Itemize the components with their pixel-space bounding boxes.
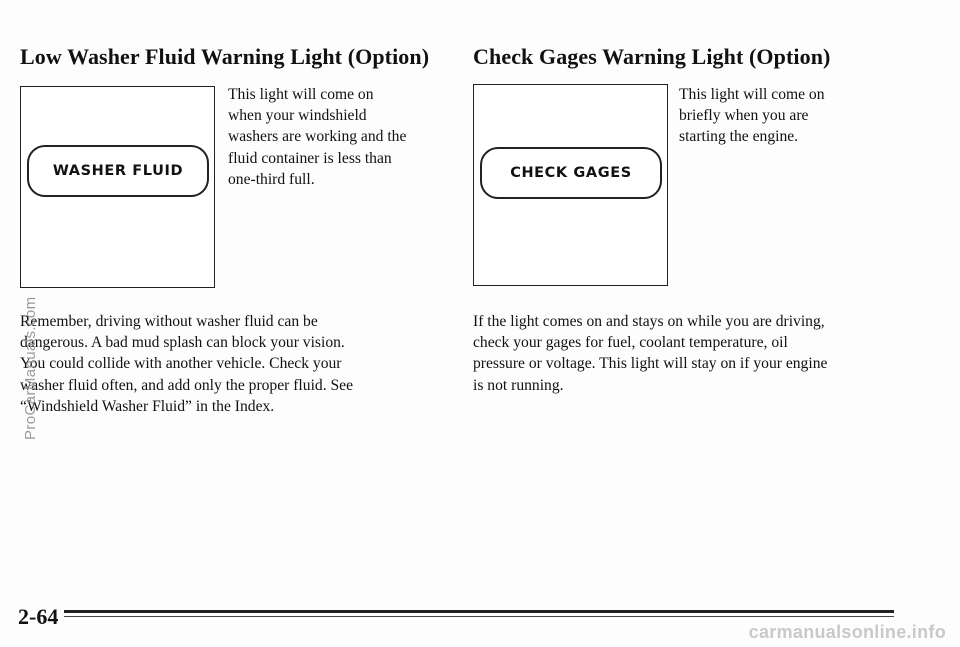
check-gages-body-line: is not running.: [473, 376, 564, 394]
check-gages-description-line: This light will come on: [679, 86, 825, 103]
check-gages-heading: Check Gages Warning Light (Option): [473, 44, 831, 69]
check-gages-body-line: pressure or voltage. This light will stay on if your engine: [473, 355, 828, 373]
check-gages-body-line: If the light comes on and stays on while you are driving,: [473, 313, 825, 330]
bottom-watermark: carmanualsonline.info: [748, 622, 946, 642]
footer-rule-thin: [64, 616, 894, 617]
washer-fluid-body-line: You could collide with another vehicle. Check your: [20, 355, 342, 373]
washer-fluid-description-line: when your windshield: [228, 107, 367, 125]
washer-fluid-body: [20, 311, 353, 417]
washer-fluid-body-line: dangerous. A bad mud splash can block your vision.: [20, 334, 345, 352]
page-number: 2-64: [18, 604, 59, 629]
check-gages-indicator-label: CHECK GAGES: [510, 165, 632, 181]
washer-fluid-description-line: This light will come on: [228, 86, 374, 103]
washer-fluid-body-line: washer fluid often, and add only the proper fluid. See: [20, 376, 354, 394]
washer-fluid-indicator-label: WASHER FLUID: [52, 163, 184, 179]
check-gages-indicator-panel: [473, 84, 668, 286]
check-gages-description-line: starting the engine.: [679, 128, 799, 146]
washer-fluid-indicator-light: [27, 145, 209, 197]
washer-fluid-description-line: fluid container is less than: [228, 149, 392, 167]
footer-rule-thick: [64, 610, 894, 613]
washer-fluid-heading: Low Washer Fluid Warning Light (Option): [20, 44, 430, 69]
washer-fluid-body-line: “Windshield Washer Fluid” in the Index.: [20, 397, 275, 415]
check-gages-body-line: check your gages for fuel, coolant temperature, oil: [473, 334, 788, 352]
washer-fluid-description-line: washers are working and the: [228, 128, 407, 146]
check-gages-description-line: briefly when you are: [679, 107, 809, 125]
washer-fluid-indicator-panel: [20, 86, 215, 288]
check-gages-description: [679, 84, 825, 148]
washer-fluid-description: [228, 84, 406, 190]
side-watermark: ProCarManuals.com: [22, 296, 39, 440]
check-gages-indicator-light: [480, 147, 662, 199]
washer-fluid-body-line: Remember, driving without washer fluid can be: [20, 313, 318, 330]
washer-fluid-description-line: one-third full.: [228, 170, 315, 188]
check-gages-body: [473, 311, 827, 396]
